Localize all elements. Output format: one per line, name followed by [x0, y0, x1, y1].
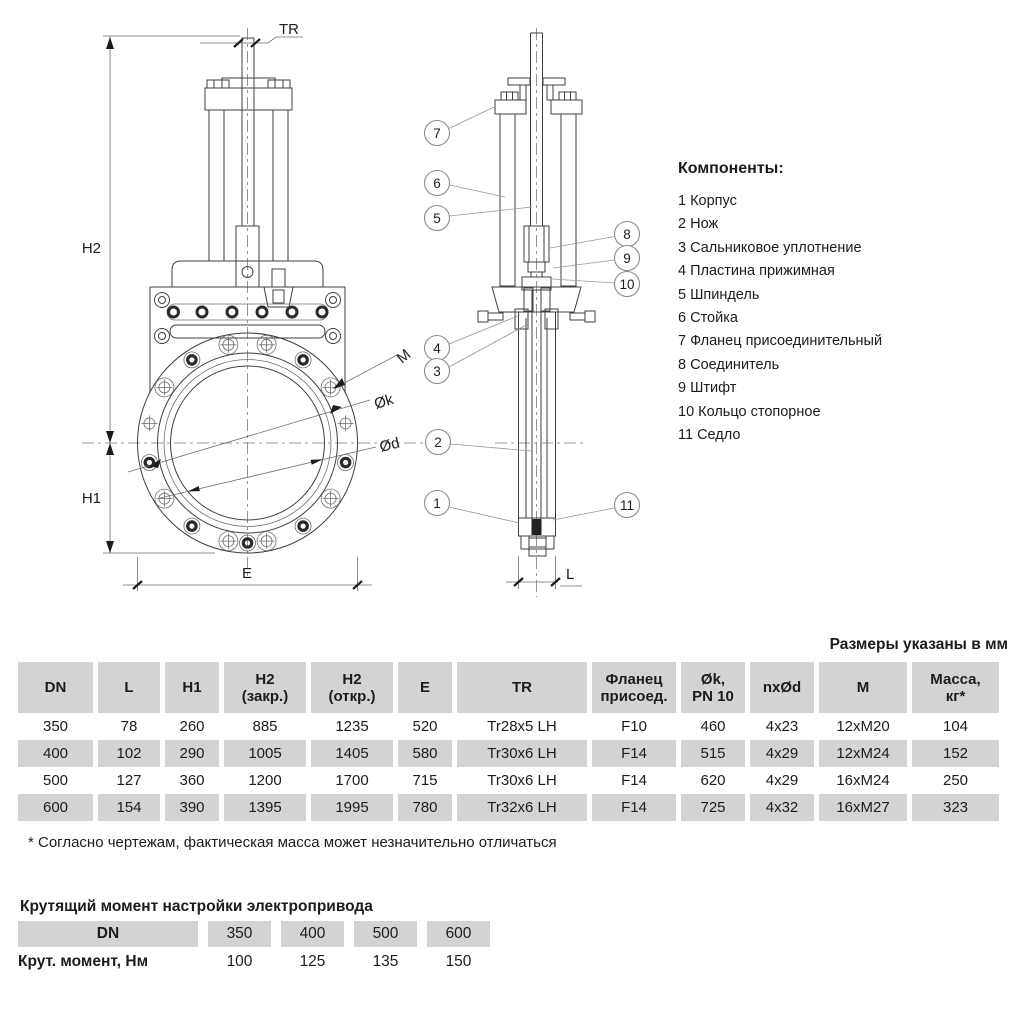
table-cell: 715 [412, 772, 438, 789]
col-header-flange: Фланец присоед. [592, 662, 676, 713]
units-note: Размеры указаны в мм [829, 636, 1008, 653]
table-cell: 4x23 [765, 718, 799, 735]
callout-9 [553, 246, 640, 271]
dim-label-h1: H1 [81, 490, 101, 507]
col-header-dn: DN [18, 662, 93, 713]
table-cell: 400 [18, 740, 93, 767]
component-item: 5 Шпиндель [678, 286, 760, 303]
torque-table-title: Крутящий момент настройки электропривода [20, 898, 373, 915]
table-cell: F14 [621, 772, 647, 789]
dimensions-table [13, 662, 1004, 821]
dim-label-m: M [393, 346, 415, 368]
table-cell: 104 [942, 718, 969, 735]
component-item: 9 Штифт [678, 380, 737, 397]
table-cell: 600 [18, 794, 93, 821]
component-item: 11 Седло [678, 427, 741, 444]
dim-label-e: E [241, 565, 253, 582]
table-cell: 102 [98, 740, 160, 767]
svg-text:3: 3 [433, 363, 441, 379]
table-cell: 780 [398, 794, 452, 821]
col-header-ok-pn10: Øk, PN 10 [681, 662, 745, 713]
callout-11 [553, 493, 640, 521]
table-cell: F14 [592, 740, 676, 767]
table-cell: F10 [621, 718, 647, 735]
component-item: 7 Фланец присоединительный [678, 333, 883, 350]
table-row [18, 794, 999, 821]
dim-label-h2: H2 [81, 240, 101, 257]
table-cell: 500 [42, 772, 69, 789]
torque-row-label: Крут. момент, Нм [18, 947, 198, 976]
component-item: 3 Сальниковое уплотнение [678, 239, 862, 256]
torque-value: 100 [226, 952, 253, 970]
header-row [18, 662, 999, 713]
svg-text:5: 5 [433, 210, 441, 226]
callout-10 [552, 272, 640, 297]
torque-values-row [18, 947, 490, 976]
table-cell: 885 [252, 718, 278, 735]
callout-4 [425, 315, 521, 361]
table-cell: 154 [98, 794, 160, 821]
dim-label-l: L [566, 566, 575, 583]
svg-text:9: 9 [623, 250, 631, 266]
front-view [82, 21, 425, 591]
table-cell: Tr28x5 LH [487, 718, 557, 735]
table-cell: 350 [42, 718, 69, 735]
table-cell: 4x32 [750, 794, 814, 821]
col-header-m: M [819, 662, 907, 713]
table-cell: 1395 [224, 794, 306, 821]
table-cell: 152 [912, 740, 999, 767]
table-cell: 580 [398, 740, 452, 767]
table-cell: Tr30x6 LH [487, 772, 557, 789]
table-cell: 1235 [335, 718, 369, 735]
torque-value: 125 [299, 952, 326, 970]
table-cell: 1995 [311, 794, 393, 821]
table-cell: 1200 [248, 772, 282, 789]
callout-6 [425, 171, 506, 198]
table-row [18, 713, 999, 740]
table-cell: 390 [165, 794, 219, 821]
table-cell: Tr30x6 LH [457, 740, 587, 767]
col-header-h2-closed: H2 (закр.) [224, 662, 306, 713]
table-cell: 260 [179, 718, 205, 735]
col-header-mass: Масса, кг* [912, 662, 999, 713]
torque-header-dn: DN [18, 921, 198, 947]
callout-1 [425, 491, 520, 524]
col-header-nxod: nxØd [750, 662, 814, 713]
col-header-l: L [98, 662, 160, 713]
svg-text:11: 11 [619, 497, 635, 513]
torque-header-row [18, 921, 490, 947]
table-cell: 250 [942, 772, 969, 789]
svg-text:8: 8 [623, 226, 631, 242]
table-cell: 460 [700, 718, 726, 735]
torque-value: 150 [445, 952, 472, 970]
table-row [18, 767, 999, 794]
table-cell: F14 [592, 794, 676, 821]
svg-text:1: 1 [433, 495, 441, 511]
torque-value: 135 [372, 952, 399, 970]
callout-7 [425, 107, 495, 146]
table-cell: 127 [116, 772, 142, 789]
table-cell: 515 [681, 740, 745, 767]
dim-label-tr: TR [279, 21, 299, 38]
dim-label-ok: Øk [372, 390, 396, 413]
table-cell: 725 [681, 794, 745, 821]
table-cell: 12xM20 [836, 718, 890, 735]
table-cell: 16xM27 [819, 794, 907, 821]
component-item: 4 Пластина прижимная [678, 263, 835, 280]
table-cell: 1005 [224, 740, 306, 767]
component-item: 6 Стойка [678, 310, 738, 327]
table-cell: 4x29 [765, 772, 799, 789]
table-cell: 16xM24 [836, 772, 890, 789]
component-item: 10 Кольцо стопорное [678, 403, 821, 420]
svg-text:2: 2 [434, 434, 442, 450]
svg-text:6: 6 [433, 175, 441, 191]
table-cell: 4x29 [750, 740, 814, 767]
torque-table [8, 921, 500, 976]
callout-2 [426, 430, 532, 455]
svg-text:10: 10 [619, 276, 635, 292]
components-list [678, 160, 882, 447]
component-item: 2 Нож [678, 216, 719, 233]
table-cell: 360 [179, 772, 205, 789]
table-row [18, 740, 999, 767]
col-header-h2-open: H2 (откр.) [311, 662, 393, 713]
dim-label-od: Ød [377, 434, 402, 456]
table-cell: Tr32x6 LH [457, 794, 587, 821]
callout-5 [425, 206, 533, 231]
torque-header-600: 600 [427, 921, 490, 947]
table-cell: 620 [700, 772, 726, 789]
callout-8 [550, 222, 640, 249]
torque-header-400: 400 [281, 921, 344, 947]
mass-footnote: * Согласно чертежам, фактическая масса может незначительно отличаться [28, 834, 557, 851]
col-header-e: E [398, 662, 452, 713]
component-item: 1 Корпус [678, 193, 737, 209]
component-item: 8 Соединитель [678, 356, 780, 373]
table-cell: 78 [120, 718, 138, 735]
table-cell: 12xM24 [819, 740, 907, 767]
components-title: Компоненты: [678, 160, 784, 177]
col-header-tr: TR [457, 662, 587, 713]
table-cell: 1700 [335, 772, 369, 789]
side-view [425, 28, 640, 597]
table-cell: 520 [412, 718, 438, 735]
torque-header-500: 500 [354, 921, 417, 947]
col-header-h1: H1 [165, 662, 219, 713]
table-cell: 323 [912, 794, 999, 821]
table-cell: 290 [165, 740, 219, 767]
table-cell: 1405 [311, 740, 393, 767]
svg-text:4: 4 [433, 340, 441, 356]
svg-text:7: 7 [433, 125, 441, 141]
torque-header-350: 350 [208, 921, 271, 947]
